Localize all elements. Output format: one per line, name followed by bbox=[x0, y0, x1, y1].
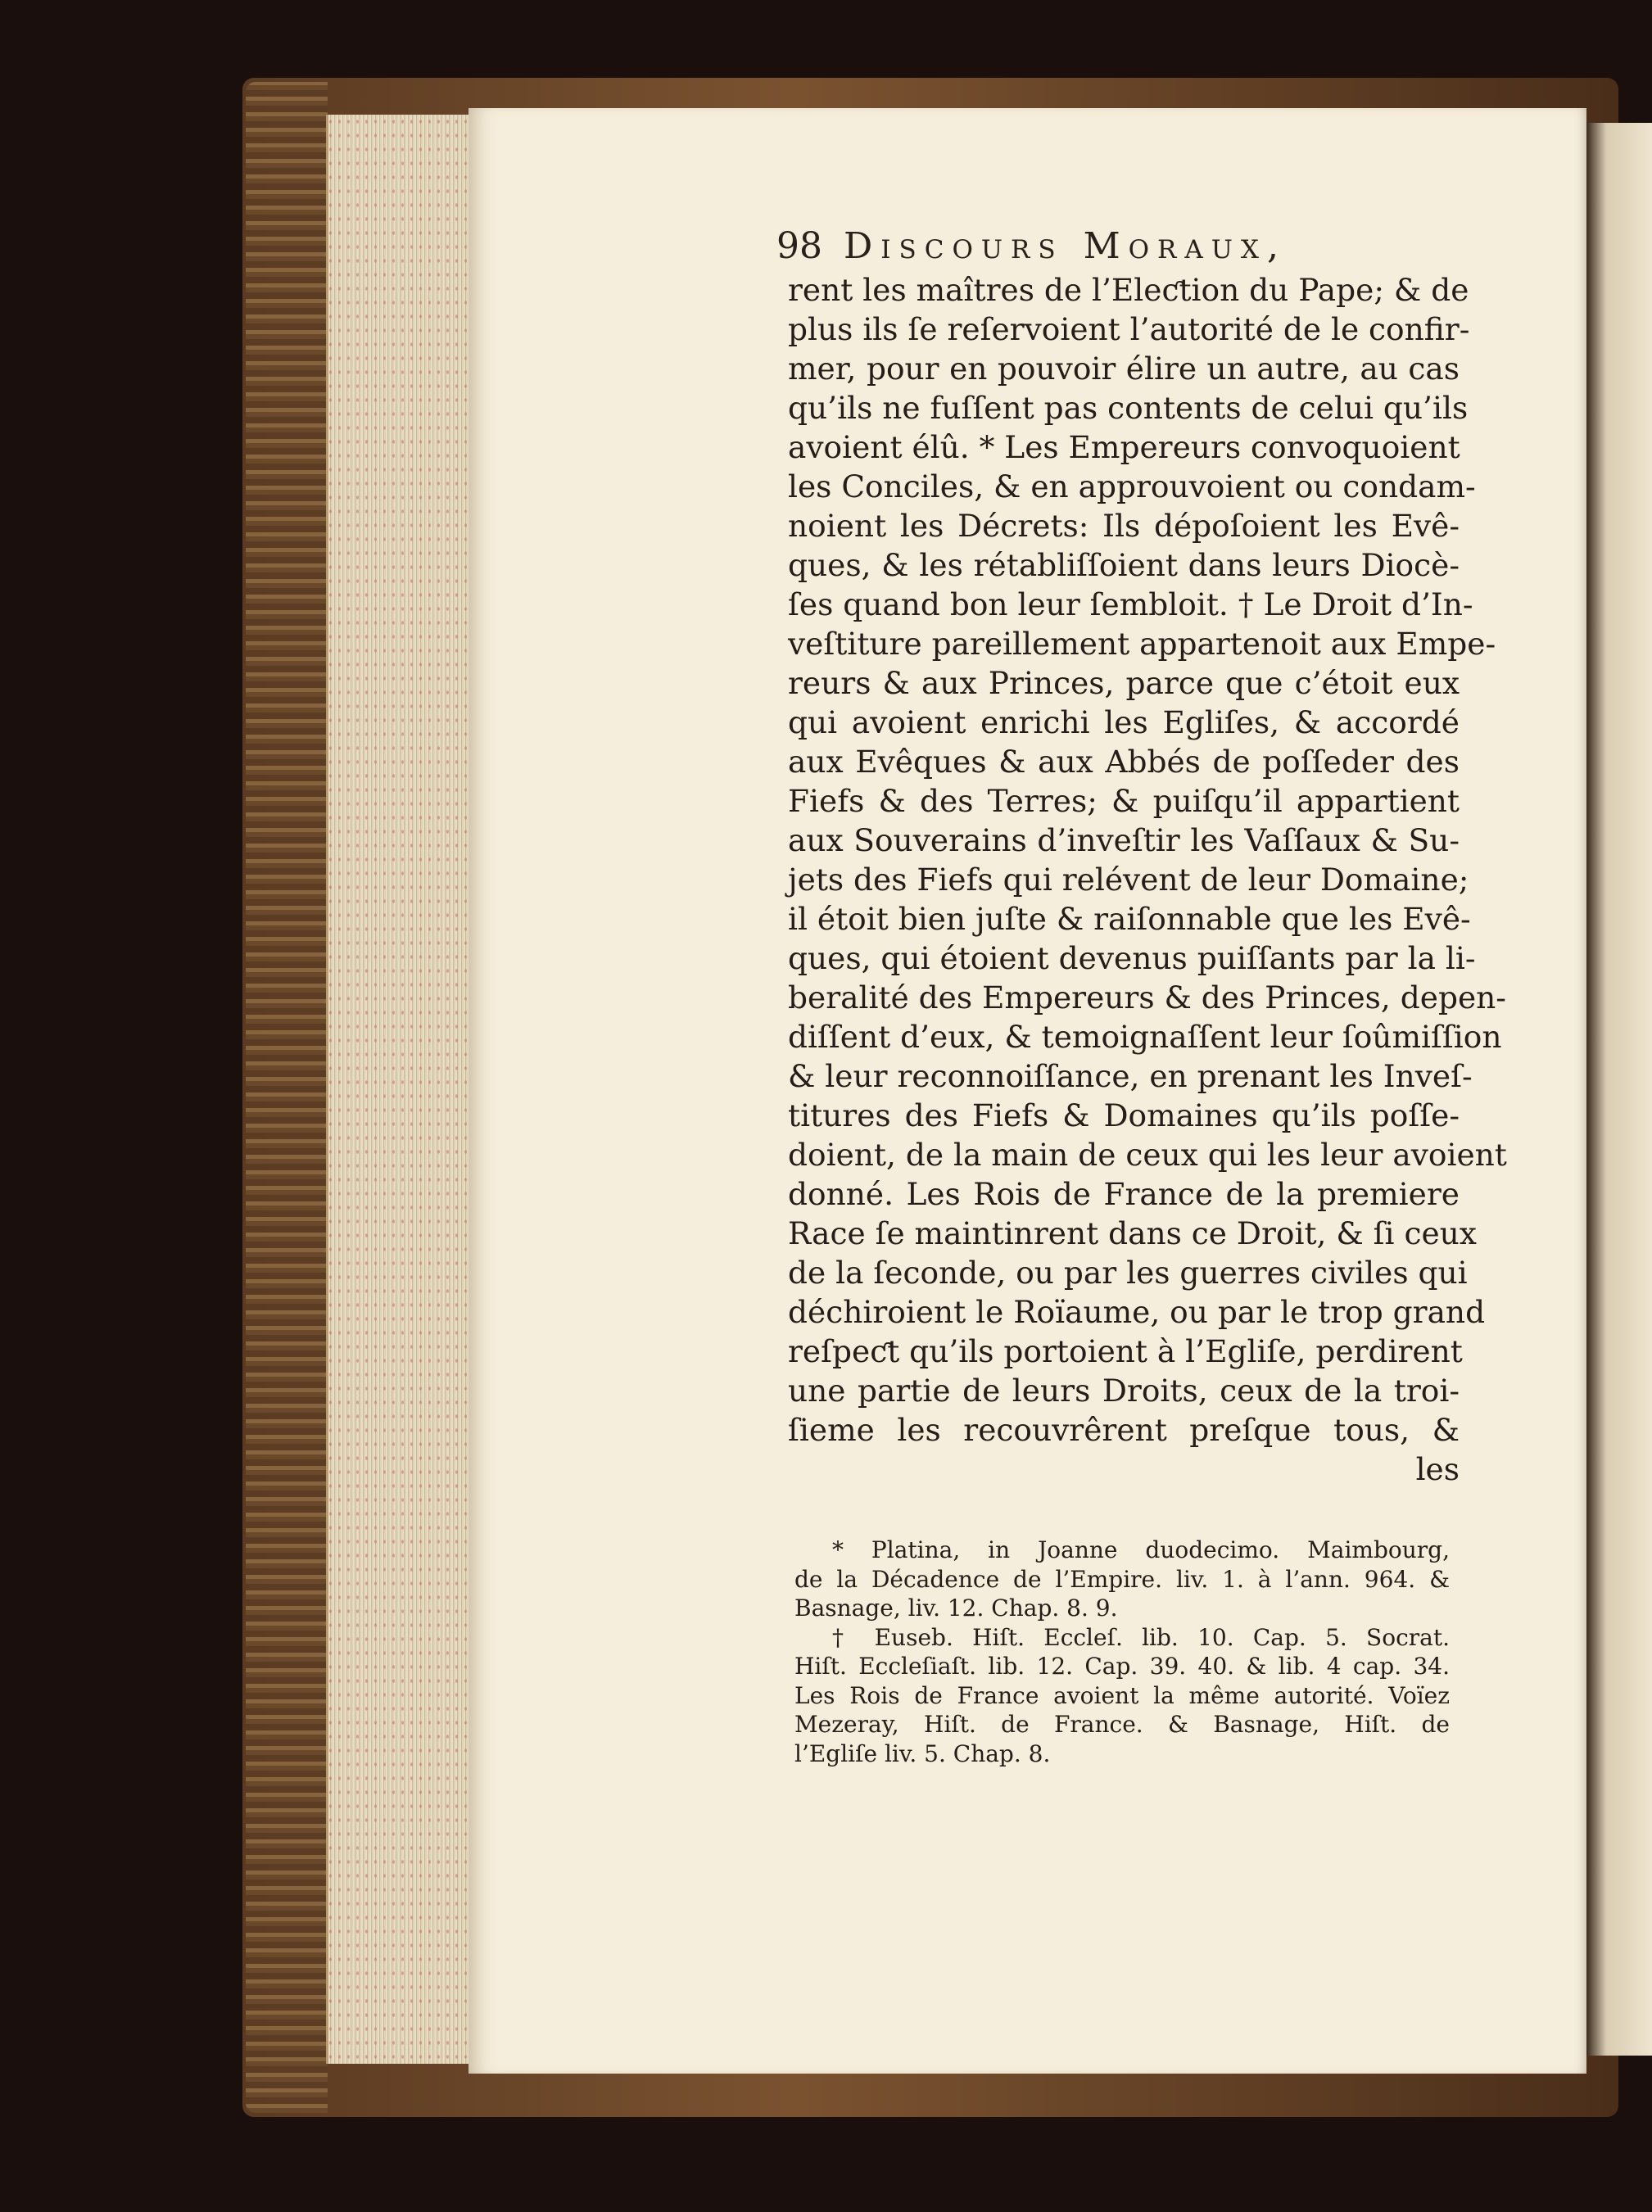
text-line: ques, & les rétabliſſoient dans leurs Diocè- bbox=[788, 547, 1460, 583]
text-line: les Conciles, & en approuvoient ou condam- bbox=[788, 468, 1476, 504]
footnote-line: Les Rois de France avoient la même autorité. Voïez bbox=[794, 1681, 1450, 1709]
text-line: Race ſe maintinrent dans ce Droit, & ſi ceux bbox=[788, 1215, 1477, 1251]
text-line: mer, pour en pouvoir élire un autre, au cas bbox=[788, 351, 1460, 387]
text-line: déchiroient le Roïaume, ou par le trop grand bbox=[788, 1294, 1486, 1330]
page-number: 98 bbox=[776, 225, 822, 267]
text-line: il étoit bien juſte & raiſonnable que les Evê- bbox=[788, 901, 1471, 937]
text-line: aux Souverains d’inveſtir les Vaſſaux & Su- bbox=[788, 822, 1460, 858]
running-head: Discours Moraux, bbox=[844, 225, 1287, 267]
text-line: plus ils ſe reſervoient l’autorité de le confir- bbox=[788, 311, 1470, 347]
red-sprinkled-edges bbox=[326, 115, 469, 2064]
text-line: reſpeƈt qu’ils portoient à l’Egliſe, perdirent bbox=[788, 1333, 1463, 1369]
text-line: de la ſeconde, ou par les guerres civiles qui bbox=[788, 1255, 1468, 1291]
text-line: & leur reconnoiſſance, en prenant les Inveſ- bbox=[788, 1058, 1473, 1094]
footnote-line: l’Egliſe liv. 5. Chap. 8. bbox=[794, 1739, 1051, 1767]
footnote-line: Hiſt. Eccleſiaſt. lib. 12. Cap. 39. 40. & lib. 4 cap. 34. bbox=[794, 1653, 1450, 1680]
facing-page-edge bbox=[1586, 123, 1652, 2056]
text-line: qu’ils ne fuſſent pas contents de celui qu’ils bbox=[788, 390, 1469, 426]
footnote-line: Mezeray, Hiſt. de France. & Basnage, Hiſt. de bbox=[794, 1711, 1450, 1738]
text-line: qui avoient enrichi les Egliſes, & accordé bbox=[788, 704, 1460, 740]
text-line: donné. Les Rois de France de la premiere bbox=[788, 1176, 1460, 1212]
text-line: ſieme les recouvrêrent preſque tous, & bbox=[788, 1412, 1460, 1448]
footnote-line: † Euseb. Hiſt. Eccleſ. lib. 10. Cap. 5. Socrat. bbox=[832, 1623, 1450, 1651]
text-line: beralité des Empereurs & des Princes, depen- bbox=[788, 979, 1506, 1016]
text-line: ſes quand bon leur ſembloit. † Le Droit d’In- bbox=[788, 586, 1473, 622]
text-line: ques, qui étoient devenus puiſſants par la li- bbox=[788, 940, 1476, 976]
text-line: aux Evêques & aux Abbés de poſſeder des bbox=[788, 744, 1460, 780]
text-line: titures des Fiefs & Domaines qu’ils poſſe- bbox=[788, 1097, 1460, 1133]
footnotes-block bbox=[794, 1536, 1450, 1768]
footnote-line: * Platina, in Joanne duodecimo. Maimbourg, bbox=[832, 1536, 1450, 1563]
text-line: doient, de la main de ceux qui les leur avoient bbox=[788, 1137, 1507, 1173]
text-line: une partie de leurs Droits, ceux de la troi- bbox=[788, 1373, 1460, 1409]
book-spine bbox=[246, 82, 328, 2113]
text-line: rent les maîtres de l’Eleƈtion du Pape; & de bbox=[788, 272, 1469, 308]
text-line: jets des Fiefs qui relévent de leur Domaine; bbox=[788, 862, 1469, 898]
page-header bbox=[776, 225, 1440, 271]
text-line: avoient élû. * Les Empereurs convoquoient bbox=[788, 429, 1460, 465]
footnote-line: de la Décadence de l’Empire. liv. 1. à l’ann. 964. & bbox=[794, 1565, 1450, 1593]
text-line: veſtiture pareillement appartenoit aux Empe- bbox=[788, 626, 1496, 662]
text-line: reurs & aux Princes, parce que c’étoit eux bbox=[788, 665, 1460, 701]
main-text-block bbox=[788, 270, 1507, 1489]
text-line: noient les Décrets: Ils dépoſoient les Evê- bbox=[788, 508, 1460, 544]
text-line: diſſent d’eux, & temoignaſſent leur ſoûmiſſion bbox=[788, 1019, 1502, 1055]
text-line: Fiefs & des Terres; & puiſqu’il appartient bbox=[788, 783, 1460, 819]
text-line: les bbox=[1415, 1451, 1460, 1487]
footnote-line: Basnage, liv. 12. Chap. 8. 9. bbox=[794, 1595, 1118, 1622]
